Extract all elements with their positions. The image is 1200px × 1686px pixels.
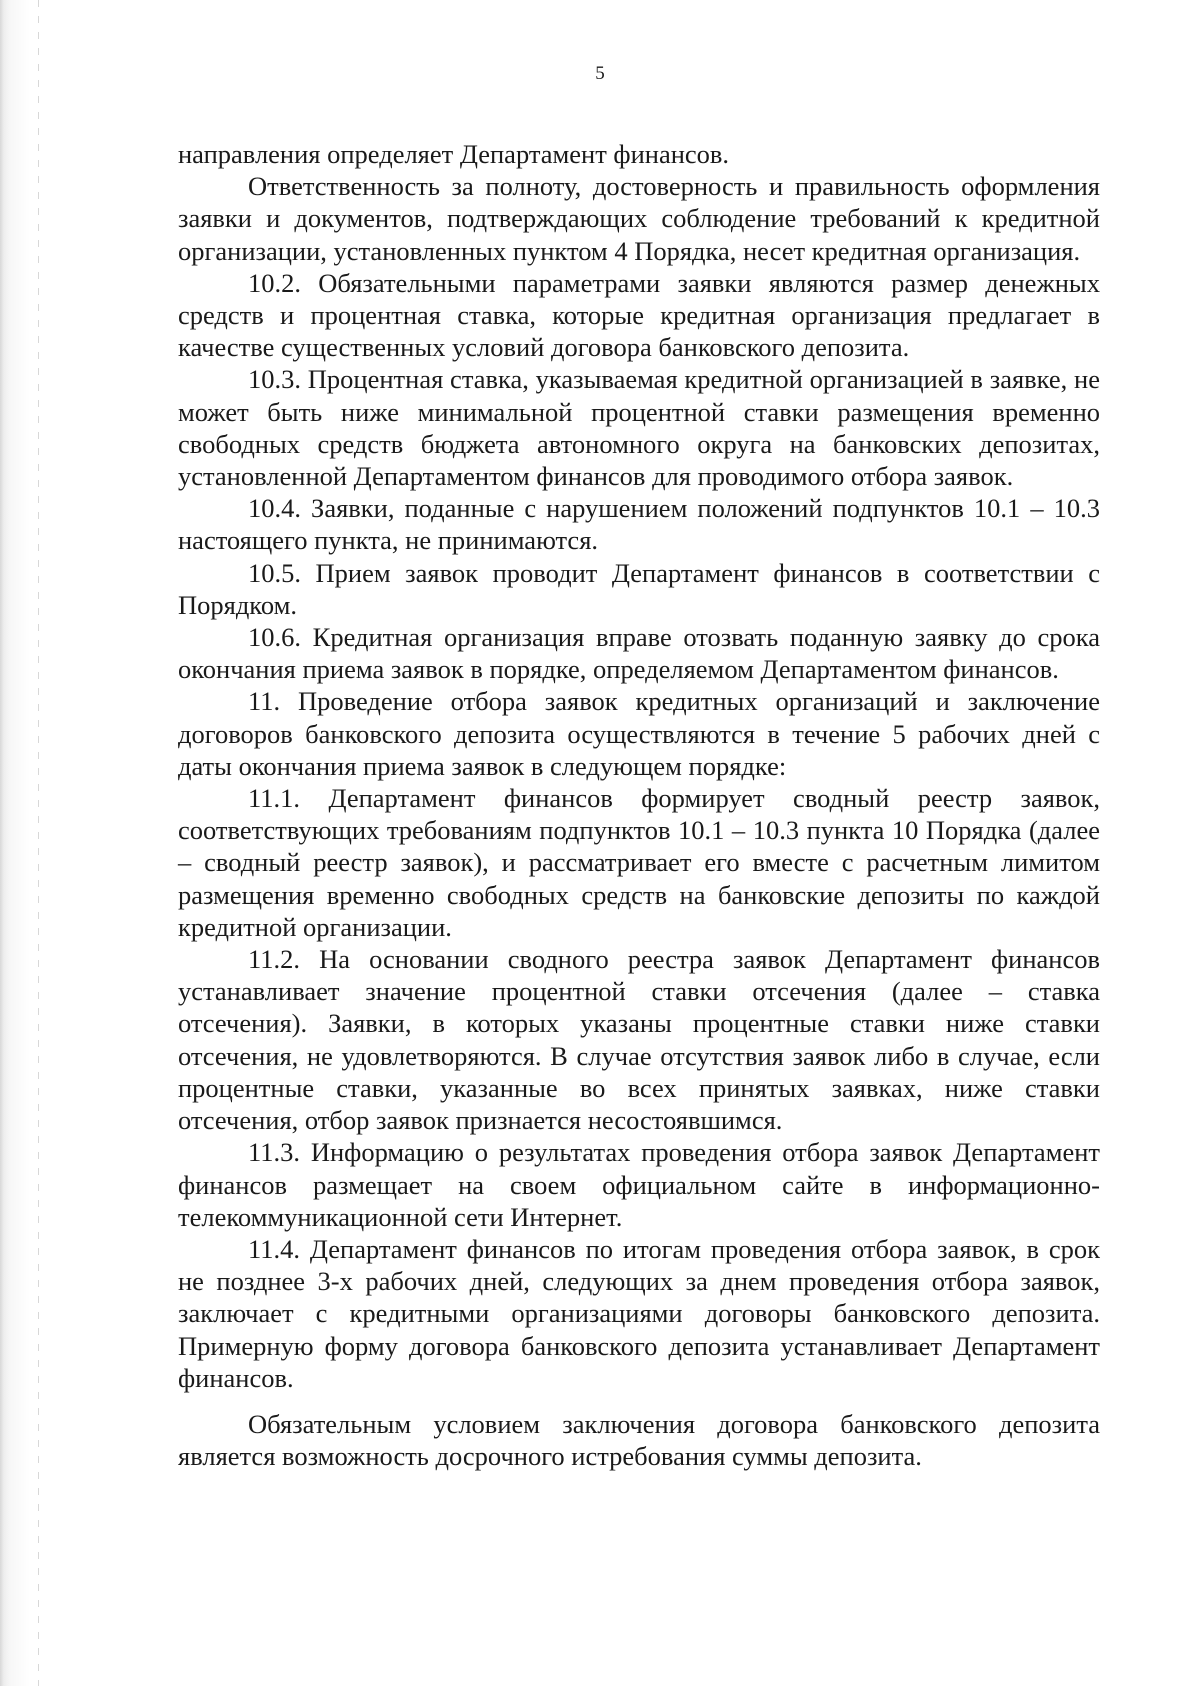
page-number: 5	[595, 63, 605, 84]
paragraph-10-4: 10.4. Заявки, поданные с нарушением положений подпунктов 10.1 – 10.3 настоящего пункта, не принимаются.	[178, 493, 1100, 556]
paragraph-11-4: 11.4. Департамент финансов по итогам проведения отбора заявок, в срок не позднее 3-х рабочих дней, следующих за днем проведения отбора заявок, заключает с кредитными организациями договоры банковского депозита. Примерную форму договора банковского депозита устанавливает Департамент финансов.	[178, 1233, 1100, 1393]
paragraph-11-2: 11.2. На основании сводного реестра заявок Департамент финансов устанавливает значение процентной ставки отсечения (далее – ставка отсечения). Заявки, в которых указаны процентные ставки ниже ставки отсечения, не удовлетворяются. В случае отсутствия заявок либо в случае, если процентные ставки, указанные во всех принятых заявках, ниже ставки отсечения, отбор заявок признается несостоявшимся.	[178, 944, 1100, 1136]
paragraph-continuation: направления определяет Департамент финансов.	[178, 139, 730, 169]
document-body	[178, 138, 1100, 1472]
paragraph-10-5: 10.5. Прием заявок проводит Департамент финансов в соответствии с Порядком.	[178, 557, 1100, 620]
paragraph-10-2: 10.2. Обязательными параметрами заявки являются размер денежных средств и процентная ставка, которые кредитная организация предлагает в качестве существенных условий договора банковского депозита.	[178, 267, 1100, 363]
paragraph-11-1: 11.1. Департамент финансов формирует сводный реестр заявок, соответствующих требованиям подпунктов 10.1 – 10.3 пункта 10 Порядка (далее – сводный реестр заявок), и рассматривает его вместе с расчетным лимитом размещения временно свободных средств на банковские депозиты по каждой кредитной организации.	[178, 783, 1100, 942]
paragraph-11: 11. Проведение отбора заявок кредитных организаций и заключение договоров банковского депозита осуществляются в течение 5 рабочих дней с даты окончания приема заявок в следующем порядке:	[178, 686, 1100, 781]
scan-edge-shadow	[0, 0, 46, 1686]
paragraph-mandatory-condition: Обязательным условием заключения договора банковского депозита является возможность досрочного истребования суммы депозита.	[178, 1408, 1100, 1472]
paragraph-responsibility: Ответственность за полноту, достоверность и правильность оформления заявки и документов, подтверждающих соблюдение требований к кредитной организации, установленных пунктом 4 Порядка, несет кредитная организация.	[178, 171, 1100, 266]
paragraph-10-6: 10.6. Кредитная организация вправе отозвать поданную заявку до срока окончания приема заявок в порядке, определяемом Департаментом финансов.	[178, 622, 1100, 685]
scan-binding-marks	[38, 0, 39, 1686]
paragraph-10-3: 10.3. Процентная ставка, указываемая кредитной организацией в заявке, не может быть ниже минимальной процентной ставки размещения временно свободных средств бюджета автономного округа на банковских депозитах, установленной Департаментом финансов для проводимого отбора заявок.	[178, 364, 1100, 492]
paragraph-11-3: 11.3. Информацию о результатах проведения отбора заявок Департамент финансов размещает на своем официальном сайте в информационно-телекоммуникационной сети Интернет.	[178, 1137, 1100, 1232]
